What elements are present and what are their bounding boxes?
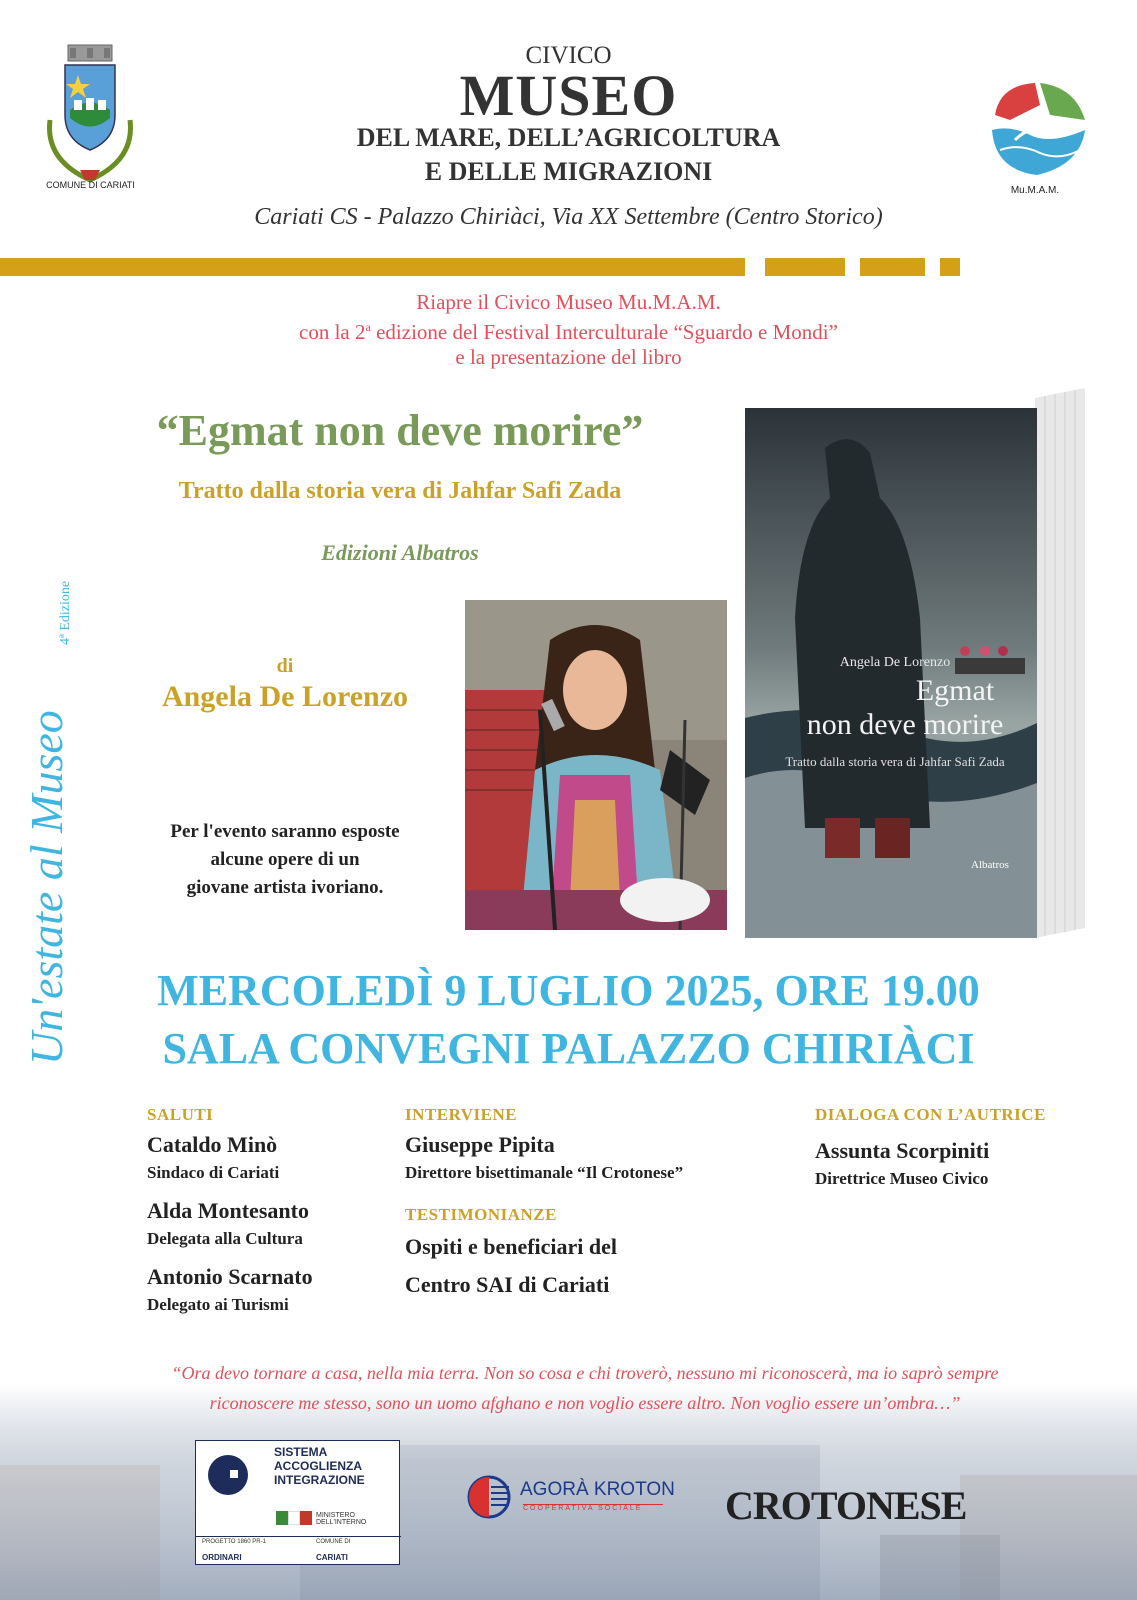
sai-footer [196,1536,401,1566]
flag-icon [276,1511,288,1525]
header-address: Cariati CS - Palazzo Chiriàci, Via XX Settembre (Centro Storico) [254,204,883,230]
header-line-1: DEL MARE, DELL’AGRICOLTURA [356,123,781,152]
cover-author: Angela De Lorenzo [839,655,951,670]
speaker-role: Delegato ai Turismi [147,1295,289,1314]
testimonianze-label: TESTIMONIANZE [405,1205,557,1224]
speaker-role: Direttrice Museo Civico [815,1169,989,1188]
header-line-2: E DELLE MIGRAZIONI [424,157,713,186]
speaker-name: Assunta Scorpiniti [815,1138,990,1163]
cover-title-1: Egmat [915,674,995,707]
sai-title: SISTEMA ACCOGLIENZA INTEGRAZIONE [274,1445,365,1487]
series-edition: 4ª Edizione [58,580,73,645]
cover-subtitle: Tratto dalla storia vera di Jahfar Safi Zada [785,754,1005,769]
speaker-role: Delegata alla Cultura [147,1229,303,1248]
testimonianze-line: Centro SAI di Cariati [405,1272,610,1297]
sai-ministry: MINISTERO DELL'INTERNO [316,1512,367,1526]
crotonese-logo: CROTONESE [725,1483,967,1528]
author-photo [465,600,727,930]
quote-line: “Ora devo tornare a casa, nella mia terra. Non so cosa e chi troverò, nessuno mi riconoscerà, ma io saprò sempre [171,1363,999,1383]
flag-icon [300,1511,312,1525]
testimonianze-line: Ospiti e beneficiari del [405,1234,618,1259]
interviene-label: INTERVIENE [405,1105,518,1124]
agora-circle-icon [465,1475,513,1519]
speaker-role: Direttore bisettimanale “Il Crotonese” [405,1163,684,1182]
speaker-role: Sindaco di Cariati [147,1163,280,1182]
agora-sub: COOPERATIVA SOCIALE [523,1504,663,1512]
note-line: giovane artista ivoriano. [186,877,384,898]
event-date: MERCOLEDÌ 9 LUGLIO 2025, ORE 19.00 [157,966,980,1015]
intro-text [0,290,1137,370]
sai-comune: COMUNE DI [316,1539,351,1545]
header-museo: MUSEO [459,63,678,128]
cover-publisher: Albatros [971,859,1009,871]
cover-title-2: non deve morire [806,708,1004,741]
saluti-label: SALUTI [147,1105,214,1124]
intro-line-3: e la presentazione del libro [455,345,682,369]
author-prefix: di [276,655,294,677]
note-line: Per l'evento saranno esposte [170,821,400,842]
speaker-name: Cataldo Minò [147,1132,278,1157]
intro-line-2: con la 2$^a$ edizione del Festival Interculturale “Sguardo e Mondi” [299,320,838,344]
flag-icon [288,1511,300,1525]
speaker-name: Antonio Scarnato [147,1264,313,1289]
crest-caption: COMUNE DI CARIATI [46,180,135,190]
event-place: SALA CONVEGNI PALAZZO CHIRIÀCI [162,1024,975,1073]
note-line: alcune opere di un [210,849,360,870]
agora-kroton-logo [465,1473,675,1523]
speaker-name: Alda Montesanto [147,1198,309,1223]
book-publisher: Edizioni Albatros [321,540,479,565]
book-cover-image [745,388,1085,938]
series-vertical-title: Un'estate al Museo [21,710,72,1065]
header-civico: CIVICO [525,42,612,69]
author-name: Angela De Lorenzo [161,680,409,713]
sai-logo [195,1440,400,1565]
event-note [130,818,440,902]
divider-bar [860,258,925,276]
sai-project: PROGETTO 1860 PR-1 [202,1539,266,1545]
divider-bar [765,258,845,276]
agora-name: AGORÀ KROTON [520,1479,675,1500]
divider-bar [0,258,745,276]
book-quote [120,1358,1050,1418]
intro-line-1: Riapre il Civico Museo Mu.M.A.M. [416,290,721,314]
quote-line: riconoscere me stesso, sono un uomo afghano e non voglio essere altro. Non voglio essere un’ombra…” [209,1393,961,1413]
dialoga-label: DIALOGA CON L’AUTRICE [815,1105,1046,1124]
speaker-name: Giuseppe Pipita [405,1132,555,1157]
mumam-caption: Mu.M.A.M. [1010,185,1060,196]
sai-circle-icon [206,1453,251,1498]
divider-bar [940,258,960,276]
book-subtitle: Tratto dalla storia vera di Jahfar Safi Zada [178,478,622,504]
book-title: “Egmat non deve morire” [156,406,644,455]
sai-cariati: CARIATI [316,1553,348,1562]
sai-ordinari: ORDINARI [202,1553,242,1562]
